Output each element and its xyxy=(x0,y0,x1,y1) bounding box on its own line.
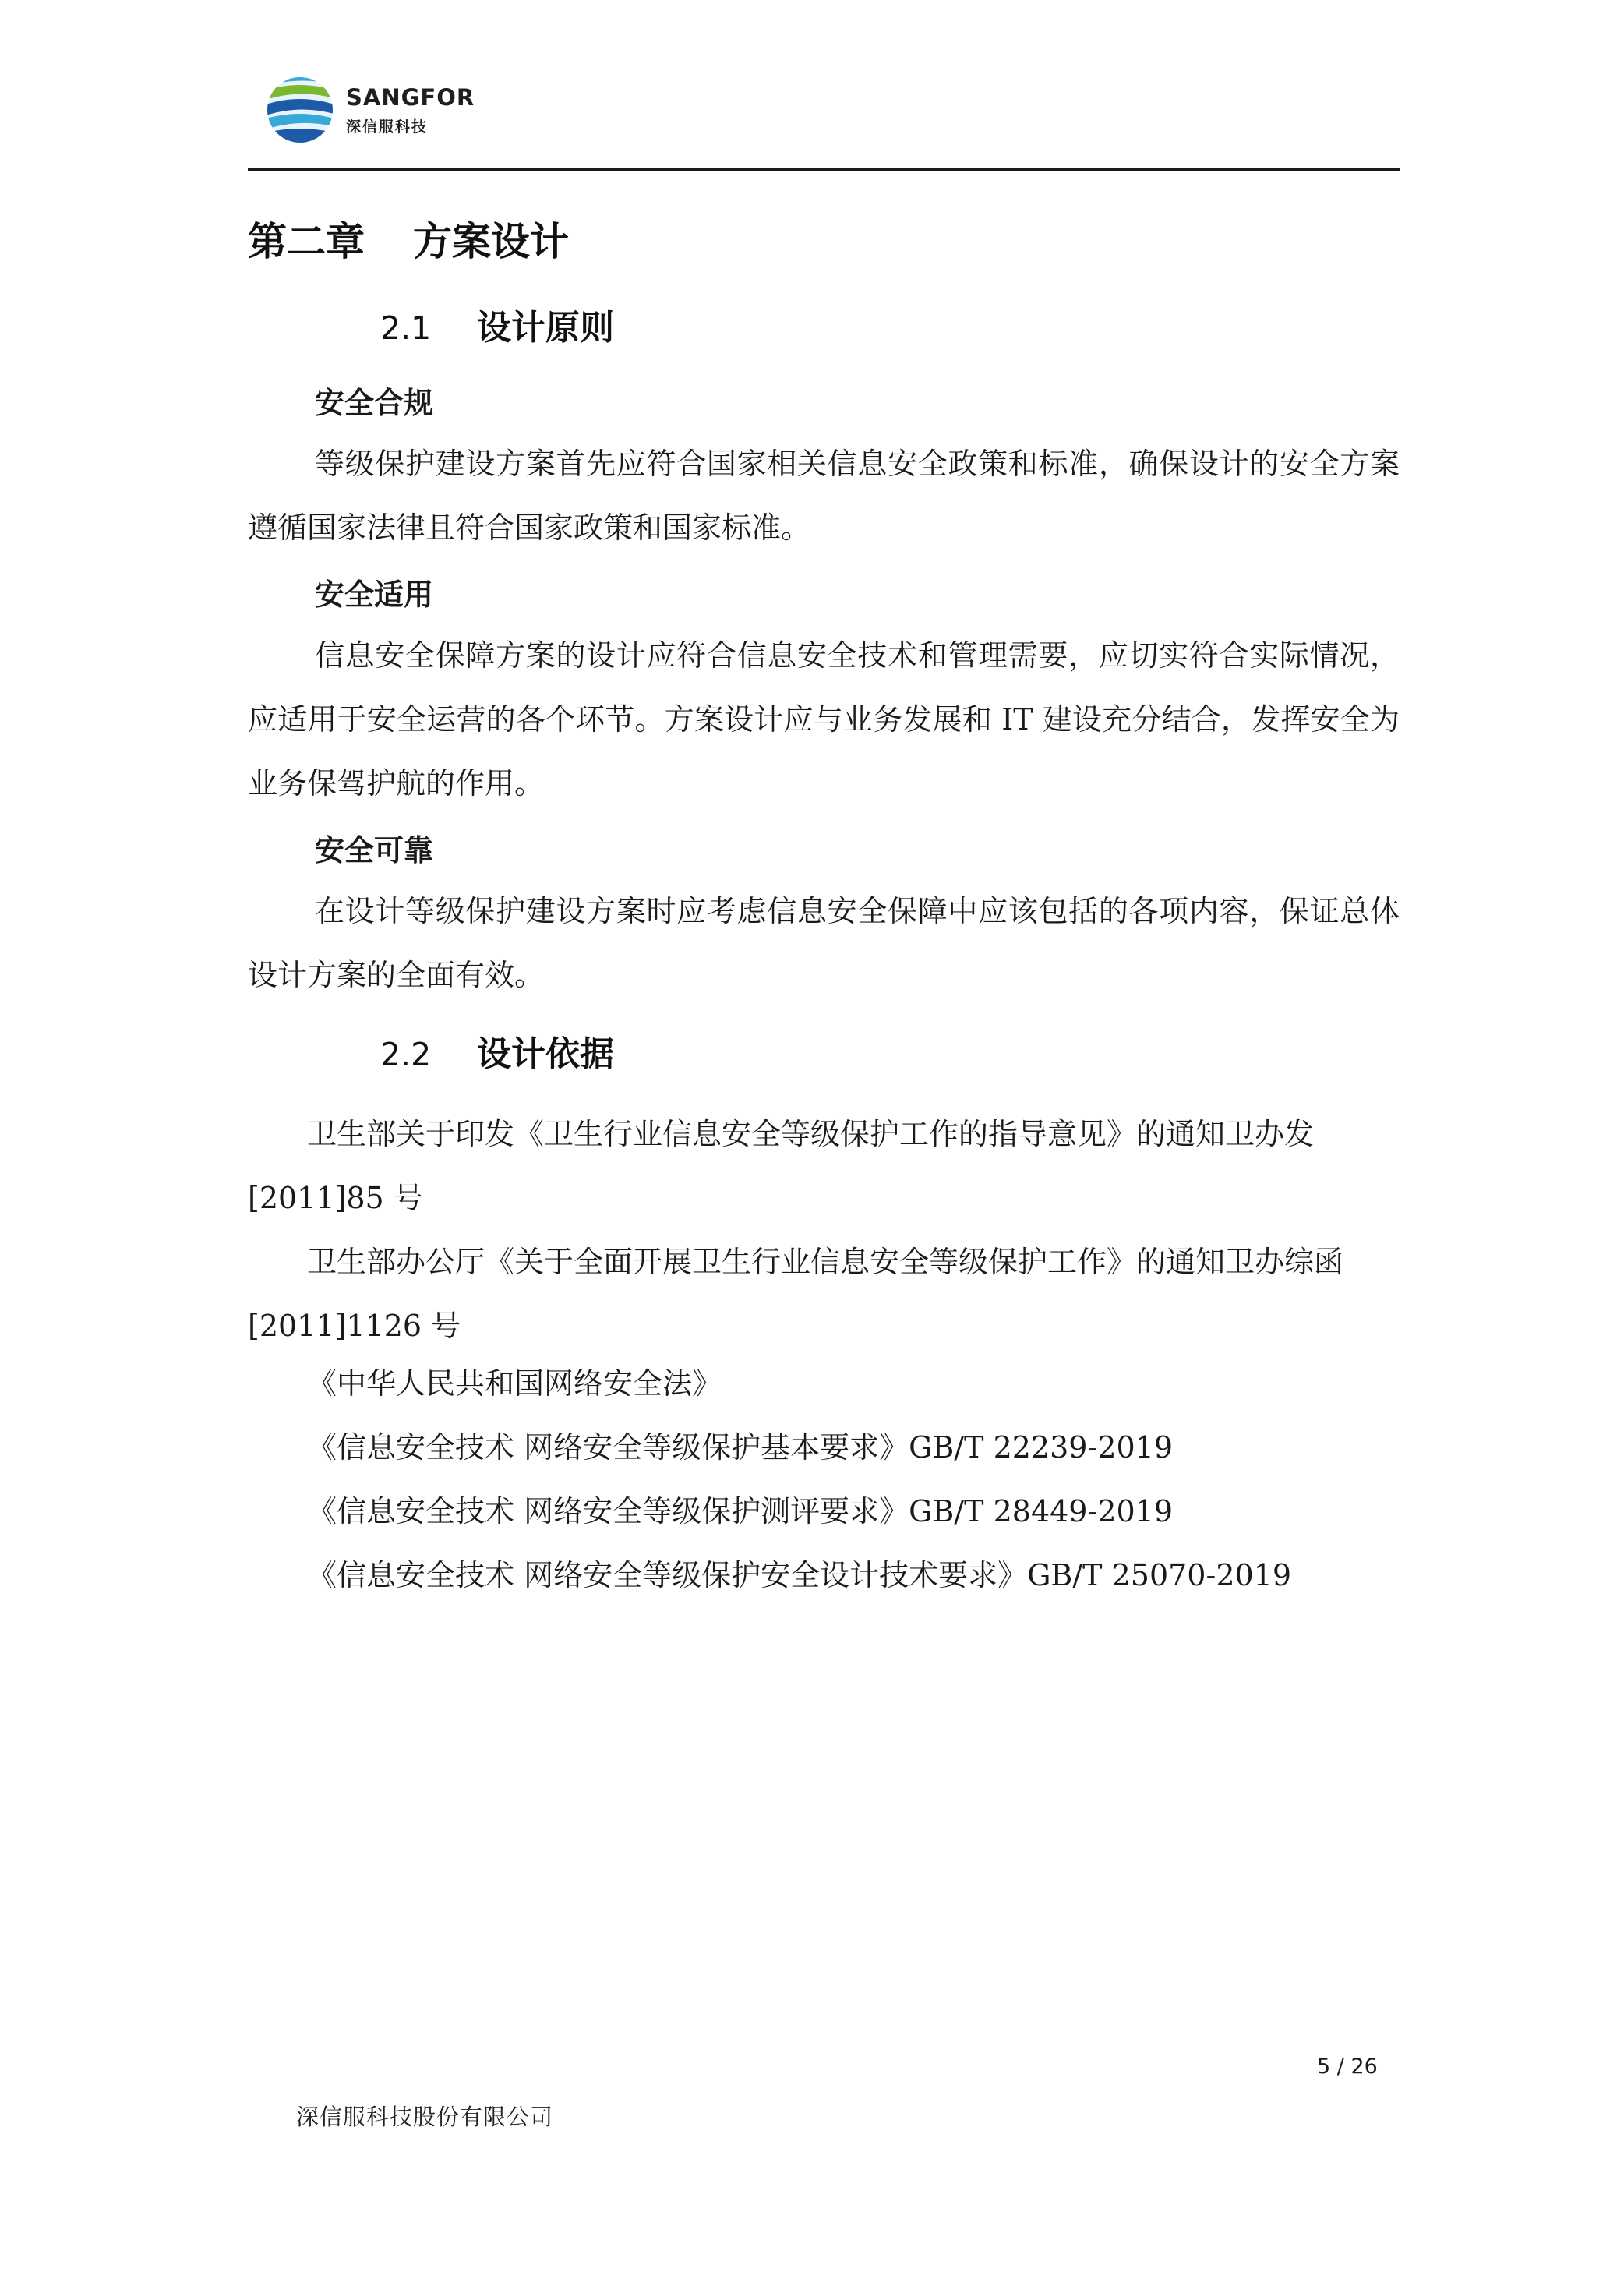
chapter-number: 第二章 xyxy=(248,218,365,264)
section-number: 2.2 xyxy=(380,1036,432,1073)
principle-heading-applicable: 安全适用 xyxy=(315,577,434,612)
reference-item: 《中华人民共和国网络安全法》 xyxy=(307,1366,722,1401)
principle-text-compliance: 等级保护建设方案首先应符合国家相关信息安全政策和标准，确保设计的安全方案遵循国家法律且符合国家政策和国家标准。 xyxy=(248,447,1400,545)
logo-subtext: 深信服科技 xyxy=(346,118,429,136)
logo-text: SANGFOR xyxy=(346,84,475,111)
section-title-2-2 xyxy=(380,1026,614,1076)
footer-company: 深信服科技股份有限公司 xyxy=(296,2104,554,2130)
section-name: 设计原则 xyxy=(477,308,614,348)
reference-item: 卫生部关于印发《卫生行业信息安全等级保护工作的指导意见》的通知卫办发[2011]85 号 xyxy=(248,1117,1315,1215)
header-logo xyxy=(265,75,623,145)
principle-heading-compliance: 安全合规 xyxy=(315,385,434,420)
principle-heading-reliable: 安全可靠 xyxy=(315,832,434,867)
principle-text-reliable: 在设计等级保护建设方案时应考虑信息安全保障中应该包括的各项内容，保证总体设计方案的全面有效。 xyxy=(248,894,1400,992)
section-title-2-1 xyxy=(380,299,614,349)
reference-item: 《信息安全技术 网络安全等级保护基本要求》GB/T 22239-2019 xyxy=(307,1430,1174,1465)
header-divider xyxy=(248,168,1400,171)
reference-item: 《信息安全技术 网络安全等级保护测评要求》GB/T 28449-2019 xyxy=(307,1494,1174,1528)
chapter-name: 方案设计 xyxy=(413,218,569,264)
section-name: 设计依据 xyxy=(477,1034,614,1074)
principle-text-applicable: 信息安全保障方案的设计应符合信息安全技术和管理需要，应切实符合实际情况，应适用于安全运营的各个环节。方案设计应与业务发展和 IT 建设充分结合，发挥安全为业务保驾护航的作用。 xyxy=(248,638,1400,800)
reference-item: 卫生部办公厅《关于全面开展卫生行业信息安全等级保护工作》的通知卫办综函[2011]1126 号 xyxy=(248,1245,1344,1343)
section-number: 2.1 xyxy=(380,309,432,347)
reference-item: 《信息安全技术 网络安全等级保护安全设计技术要求》GB/T 25070-2019 xyxy=(307,1558,1292,1592)
chapter-title xyxy=(248,210,569,267)
page-number: 5 / 26 xyxy=(1317,2055,1378,2079)
sangfor-logo-icon xyxy=(265,75,335,145)
